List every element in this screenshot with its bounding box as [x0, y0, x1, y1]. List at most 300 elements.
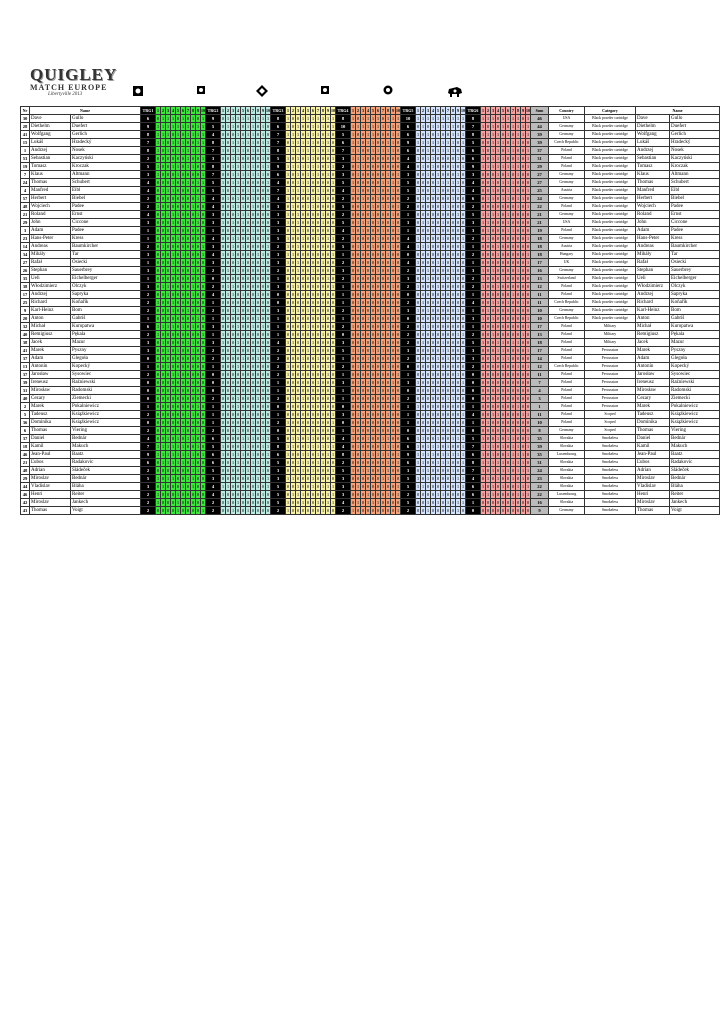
shot-cell: 0 — [291, 468, 295, 473]
shot-cell: 1 — [526, 468, 530, 473]
shot-cell: 0 — [191, 172, 195, 177]
shot-cell: 0 — [296, 228, 300, 233]
shot-cell: 0 — [201, 220, 205, 225]
shot-cell: 0 — [361, 484, 365, 489]
stage-2-total: 2 — [206, 267, 221, 275]
shot-cell: 0 — [311, 316, 315, 321]
shot-cell: 0 — [361, 324, 365, 329]
shot-cell: 1 — [361, 228, 365, 233]
shot-cell: 0 — [366, 484, 370, 489]
shot-cell: 0 — [296, 316, 300, 321]
competitor-sum: 10 — [531, 315, 549, 323]
stage-3-total: 5 — [271, 235, 286, 243]
shot-cell: 0 — [316, 508, 320, 513]
shot-cell: 1 — [171, 268, 175, 273]
shot-cell: 0 — [441, 372, 445, 377]
stage-3-total: 2 — [271, 363, 286, 371]
shot-cell: 1 — [386, 444, 390, 449]
shot-cell: 1 — [386, 116, 390, 121]
shot-cell: 0 — [171, 500, 175, 505]
shot-cell: 0 — [511, 356, 515, 361]
shot-cell: 0 — [171, 396, 175, 401]
shot-cell: 0 — [521, 212, 525, 217]
competitor-country: USA — [549, 219, 585, 227]
shot-cell: 1 — [416, 236, 420, 241]
shot-cell: 1 — [521, 452, 525, 457]
shot-cell: 1 — [441, 140, 445, 145]
shot-cell: 1 — [241, 436, 245, 441]
table-row — [21, 435, 720, 443]
shot-cell: 0 — [486, 356, 490, 361]
shot-cell: 0 — [426, 212, 430, 217]
competitor-category: Percussion — [585, 355, 636, 363]
shot-cell: 0 — [486, 292, 490, 297]
competitor-sum: 12 — [531, 283, 549, 291]
shot-cell: 0 — [291, 156, 295, 161]
shot-cell: 1 — [506, 220, 510, 225]
shot-cell: 0 — [416, 172, 420, 177]
shot-cell: 0 — [296, 252, 300, 257]
shot-cell: 1 — [316, 500, 320, 505]
shot-cell: 1 — [316, 196, 320, 201]
shot-cell: 0 — [486, 268, 490, 273]
shot-cell: 0 — [316, 404, 320, 409]
shot-cell: 0 — [186, 228, 190, 233]
shot-cell: 0 — [256, 180, 260, 185]
shot-cell: 1 — [321, 260, 325, 265]
shot-cell: 0 — [506, 252, 510, 257]
shot-cell: 0 — [186, 220, 190, 225]
table-row — [21, 267, 720, 275]
shot-cell: 0 — [386, 260, 390, 265]
shot-cell: 0 — [351, 388, 355, 393]
shot-cell: 1 — [526, 148, 530, 153]
shot-cell: 0 — [261, 204, 265, 209]
competitor-last-name-right: Nosek — [670, 147, 720, 155]
shot-cell: 0 — [196, 492, 200, 497]
stage-4-total: 1 — [336, 395, 351, 403]
shot-cell: 0 — [191, 124, 195, 129]
shot-cell: 0 — [496, 236, 500, 241]
shot-cell: 0 — [396, 220, 400, 225]
shot-cell: 0 — [316, 308, 320, 313]
shot-cell: 0 — [361, 308, 365, 313]
competitor-first-name-right: Thomas — [636, 427, 670, 435]
shot-cell: 1 — [391, 476, 395, 481]
shot-cell: 0 — [316, 316, 320, 321]
stage-1-total: 4 — [141, 187, 156, 195]
shot-cell: 0 — [176, 428, 180, 433]
shot-cell: 0 — [186, 332, 190, 337]
shot-cell: 0 — [301, 316, 305, 321]
shot-cell: 0 — [246, 308, 250, 313]
shot-cell: 1 — [291, 284, 295, 289]
shot-cell: 0 — [456, 276, 460, 281]
shot-cell: 0 — [521, 404, 525, 409]
shot-cell: 1 — [506, 452, 510, 457]
shot-cell: 1 — [186, 452, 190, 457]
shot-cell: 1 — [236, 404, 240, 409]
shot-cell: 0 — [491, 236, 495, 241]
shot-cell: 1 — [486, 116, 490, 121]
shot-cell: 1 — [311, 444, 315, 449]
shot-cell: 1 — [266, 116, 270, 121]
shot-cell: 0 — [446, 292, 450, 297]
stage-1-total: 2 — [141, 491, 156, 499]
shot-cell: 0 — [301, 292, 305, 297]
competitor-nr: 18 — [21, 443, 30, 451]
shot-cell: 0 — [201, 188, 205, 193]
shot-cell: 0 — [181, 156, 185, 161]
stage-4-total: 4 — [336, 187, 351, 195]
shot-cell: 1 — [181, 148, 185, 153]
shot-cell: 0 — [431, 356, 435, 361]
competitor-nr: 15 — [21, 139, 30, 147]
shot-cell: 0 — [381, 172, 385, 177]
competitor-first-name: Karl-Heinz — [30, 307, 71, 315]
shot-cell: 1 — [201, 172, 205, 177]
shot-cell: 0 — [511, 348, 515, 353]
shot-cell: 0 — [431, 412, 435, 417]
shot-cell: 1 — [371, 132, 375, 137]
shot-cell: 0 — [256, 204, 260, 209]
shot-cell: 1 — [436, 260, 440, 265]
shot-cell: 0 — [376, 164, 380, 169]
shot-cell: 0 — [251, 388, 255, 393]
shot-cell: 1 — [166, 476, 170, 481]
shot-cell: 0 — [296, 476, 300, 481]
shot-cell: 1 — [361, 116, 365, 121]
shot-cell: 0 — [331, 132, 335, 137]
shot-cell: 0 — [386, 276, 390, 281]
shot-cell: 0 — [241, 316, 245, 321]
shot-cell: 1 — [236, 500, 240, 505]
competitor-nr: 24 — [21, 179, 30, 187]
shot-cell: 0 — [326, 508, 330, 513]
shot-cell: 1 — [286, 244, 290, 249]
competitor-country: UK — [549, 259, 585, 267]
shot-cell: 0 — [451, 460, 455, 465]
competitor-first-name-right: Lukáš — [636, 139, 670, 147]
shot-cell: 1 — [511, 148, 515, 153]
shot-cell: 0 — [361, 276, 365, 281]
shot-cell: 1 — [326, 276, 330, 281]
shot-cell: 0 — [266, 220, 270, 225]
shot-cell: 1 — [181, 444, 185, 449]
shot-cell: 1 — [351, 116, 355, 121]
shot-cell: 0 — [306, 236, 310, 241]
shot-cell: 0 — [286, 460, 290, 465]
competitor-first-name: Daniel — [30, 435, 71, 443]
header-sum: Sum — [531, 107, 549, 115]
shot-cell: 0 — [381, 356, 385, 361]
stage-4-total: 2 — [336, 235, 351, 243]
shot-cell: 1 — [251, 140, 255, 145]
shot-cell: 0 — [381, 196, 385, 201]
shot-cell: 0 — [306, 476, 310, 481]
stage-2-total: 5 — [206, 467, 221, 475]
shot-cell: 0 — [266, 356, 270, 361]
shot-cell: 0 — [396, 324, 400, 329]
shot-cell: 1 — [361, 164, 365, 169]
shot-cell: 0 — [301, 372, 305, 377]
shot-cell: 1 — [496, 140, 500, 145]
shot-cell: 1 — [286, 340, 290, 345]
header-shot-num: 3 — [232, 108, 234, 113]
shot-cell: 1 — [171, 252, 175, 257]
shot-cell: 1 — [166, 148, 170, 153]
shot-cell: 0 — [296, 292, 300, 297]
shot-cell: 0 — [251, 260, 255, 265]
shot-cell: 0 — [296, 300, 300, 305]
stage-4-total: 4 — [336, 499, 351, 507]
shot-cell: 0 — [181, 420, 185, 425]
competitor-last-name-right: Reiter — [670, 491, 720, 499]
shot-cell: 1 — [441, 452, 445, 457]
competitor-category: Smokeless — [585, 459, 636, 467]
shot-cell: 1 — [391, 284, 395, 289]
shot-cell: 1 — [226, 196, 230, 201]
header-stage-4: TRG4 — [336, 107, 351, 115]
shot-cell: 0 — [226, 380, 230, 385]
shot-cell: 1 — [356, 364, 360, 369]
shot-cell: 0 — [241, 196, 245, 201]
shot-cell: 1 — [526, 324, 530, 329]
shot-cell: 1 — [311, 468, 315, 473]
shot-cell: 0 — [181, 300, 185, 305]
shot-cell: 0 — [446, 364, 450, 369]
competitor-last-name-right: Ziemecki — [670, 395, 720, 403]
shot-cell: 0 — [516, 228, 520, 233]
shot-cell: 0 — [436, 508, 440, 513]
shot-cell: 0 — [196, 300, 200, 305]
shot-cell: 0 — [316, 364, 320, 369]
shot-cell: 1 — [516, 116, 520, 121]
shot-cell: 1 — [396, 372, 400, 377]
shot-cell: 1 — [361, 204, 365, 209]
shot-cell: 0 — [366, 412, 370, 417]
shot-cell: 0 — [291, 276, 295, 281]
shot-cell: 0 — [431, 180, 435, 185]
shot-cell: 1 — [246, 508, 250, 513]
shot-cell: 1 — [241, 164, 245, 169]
shot-cell: 0 — [221, 412, 225, 417]
shot-cell: 0 — [171, 420, 175, 425]
shot-cell: 0 — [306, 484, 310, 489]
shot-cell: 1 — [231, 236, 235, 241]
shot-cell: 0 — [386, 420, 390, 425]
competitor-first-name: Cezary — [30, 395, 71, 403]
competitor-last-name: Kopecký — [71, 363, 141, 371]
competitor-country: Germany — [549, 427, 585, 435]
shot-cell: 0 — [391, 412, 395, 417]
shot-cell: 0 — [366, 332, 370, 337]
shot-cell: 0 — [226, 244, 230, 249]
shot-cell: 1 — [481, 492, 485, 497]
shot-cell: 0 — [496, 276, 500, 281]
shot-cell: 0 — [511, 156, 515, 161]
competitor-category: Smokeless — [585, 507, 636, 515]
stage-6-total: 2 — [466, 203, 481, 211]
shot-cell: 1 — [326, 140, 330, 145]
shot-cell: 0 — [391, 428, 395, 433]
shot-cell: 0 — [296, 396, 300, 401]
shot-cell: 0 — [456, 204, 460, 209]
shot-cell: 0 — [381, 396, 385, 401]
shot-cell: 0 — [376, 484, 380, 489]
shot-cell: 1 — [456, 180, 460, 185]
competitor-country: Poland — [549, 339, 585, 347]
shot-cell: 0 — [461, 324, 465, 329]
shot-cell: 0 — [516, 380, 520, 385]
shot-cell: 0 — [246, 364, 250, 369]
shot-cell: 0 — [461, 356, 465, 361]
shot-cell: 1 — [486, 444, 490, 449]
shot-cell: 0 — [186, 428, 190, 433]
shot-cell: 0 — [386, 356, 390, 361]
competitor-first-name-right: Anton — [636, 315, 670, 323]
shot-cell: 0 — [351, 292, 355, 297]
shot-cell: 0 — [516, 244, 520, 249]
shot-cell: 1 — [246, 172, 250, 177]
competitor-nr: 29 — [21, 219, 30, 227]
shot-cell: 1 — [431, 140, 435, 145]
stage-2-total: 4 — [206, 251, 221, 259]
competitor-last-name-right: Makuch — [670, 443, 720, 451]
shot-cell: 0 — [461, 220, 465, 225]
stage-2-total: 1 — [206, 331, 221, 339]
shot-cell: 0 — [381, 460, 385, 465]
shot-cell: 0 — [506, 340, 510, 345]
stage-2-total: 4 — [206, 483, 221, 491]
shot-cell: 1 — [301, 188, 305, 193]
shot-cell: 0 — [431, 364, 435, 369]
shot-cell: 0 — [201, 468, 205, 473]
stage-1-total: 2 — [141, 299, 156, 307]
shot-cell: 0 — [326, 356, 330, 361]
shot-cell: 1 — [186, 412, 190, 417]
shot-cell: 0 — [176, 220, 180, 225]
competitor-first-name-right: Dave — [636, 115, 670, 123]
shot-cell: 0 — [516, 212, 520, 217]
shot-cell: 0 — [251, 292, 255, 297]
shot-cell: 1 — [521, 412, 525, 417]
shot-cell: 1 — [436, 492, 440, 497]
competitor-last-name: Eichelberger — [71, 275, 141, 283]
shot-cell: 1 — [246, 412, 250, 417]
shot-cell: 0 — [366, 444, 370, 449]
shot-cell: 1 — [181, 220, 185, 225]
shot-cell: 0 — [311, 492, 315, 497]
shot-cell: 0 — [481, 252, 485, 257]
stage-1-total: 0 — [141, 419, 156, 427]
shot-cell: 1 — [221, 164, 225, 169]
shot-cell: 1 — [421, 460, 425, 465]
shot-cell: 0 — [421, 276, 425, 281]
shot-cell: 0 — [496, 196, 500, 201]
shot-cell: 0 — [191, 388, 195, 393]
shot-cell: 1 — [376, 348, 380, 353]
stage-2-total: 5 — [206, 187, 221, 195]
shot-cell: 0 — [191, 196, 195, 201]
shot-cell: 1 — [311, 132, 315, 137]
shot-cell: 0 — [166, 380, 170, 385]
stage-3-total: 1 — [271, 387, 286, 395]
competitor-last-name-right: Baatz — [670, 451, 720, 459]
shot-cell: 0 — [361, 380, 365, 385]
shot-cell: 1 — [496, 284, 500, 289]
shot-cell: 0 — [251, 220, 255, 225]
shot-cell: 0 — [451, 308, 455, 313]
shot-cell: 0 — [491, 228, 495, 233]
shot-cell: 0 — [486, 252, 490, 257]
shot-cell: 0 — [501, 364, 505, 369]
shot-cell: 1 — [256, 484, 260, 489]
shot-cell: 1 — [511, 292, 515, 297]
shot-cell: 0 — [296, 340, 300, 345]
shot-cell: 1 — [441, 148, 445, 153]
shot-cell: 1 — [316, 172, 320, 177]
shot-cell: 0 — [496, 292, 500, 297]
shot-cell: 0 — [431, 244, 435, 249]
stage-6-total: 1 — [466, 403, 481, 411]
competitor-last-name-right: Pękala — [670, 331, 720, 339]
shot-cell: 1 — [396, 460, 400, 465]
shot-cell: 0 — [296, 196, 300, 201]
shot-cell: 0 — [381, 252, 385, 257]
shot-cell: 0 — [396, 260, 400, 265]
stage-3-total: 7 — [271, 139, 286, 147]
shot-cell: 0 — [191, 420, 195, 425]
shot-cell: 0 — [456, 444, 460, 449]
shot-cell: 1 — [496, 340, 500, 345]
shot-cell: 0 — [186, 140, 190, 145]
shot-cell: 0 — [236, 468, 240, 473]
shot-cell: 0 — [176, 180, 180, 185]
shot-cell: 0 — [306, 428, 310, 433]
shot-cell: 0 — [161, 396, 165, 401]
shot-cell: 0 — [381, 332, 385, 337]
stage-4-total: 2 — [336, 363, 351, 371]
competitor-category: Black powder cartridge — [585, 187, 636, 195]
competitor-last-name-right: Sysowiec — [670, 371, 720, 379]
competitor-nr: 35 — [21, 275, 30, 283]
competitor-first-name: Jacek — [30, 339, 71, 347]
shot-cell: 1 — [461, 148, 465, 153]
stage-2-total: 0 — [206, 379, 221, 387]
shot-cell: 0 — [441, 428, 445, 433]
competitor-last-name: Kuropatwa — [71, 323, 141, 331]
stage-3-total: 3 — [271, 203, 286, 211]
competitor-last-name: Radakovic — [71, 459, 141, 467]
shot-cell: 1 — [506, 148, 510, 153]
competitor-country: Poland — [549, 411, 585, 419]
shot-cell: 0 — [356, 332, 360, 337]
shot-cell: 0 — [451, 388, 455, 393]
shot-cell: 0 — [451, 428, 455, 433]
shot-cell: 0 — [311, 236, 315, 241]
shot-cell: 0 — [231, 196, 235, 201]
shot-cell: 1 — [161, 340, 165, 345]
table-row — [21, 235, 720, 243]
shot-cell: 0 — [221, 476, 225, 481]
shot-cell: 0 — [441, 316, 445, 321]
table-row — [21, 163, 720, 171]
shot-cell: 0 — [241, 228, 245, 233]
shot-cell: 1 — [316, 236, 320, 241]
shot-cell: 0 — [421, 204, 425, 209]
shot-cell: 1 — [236, 452, 240, 457]
